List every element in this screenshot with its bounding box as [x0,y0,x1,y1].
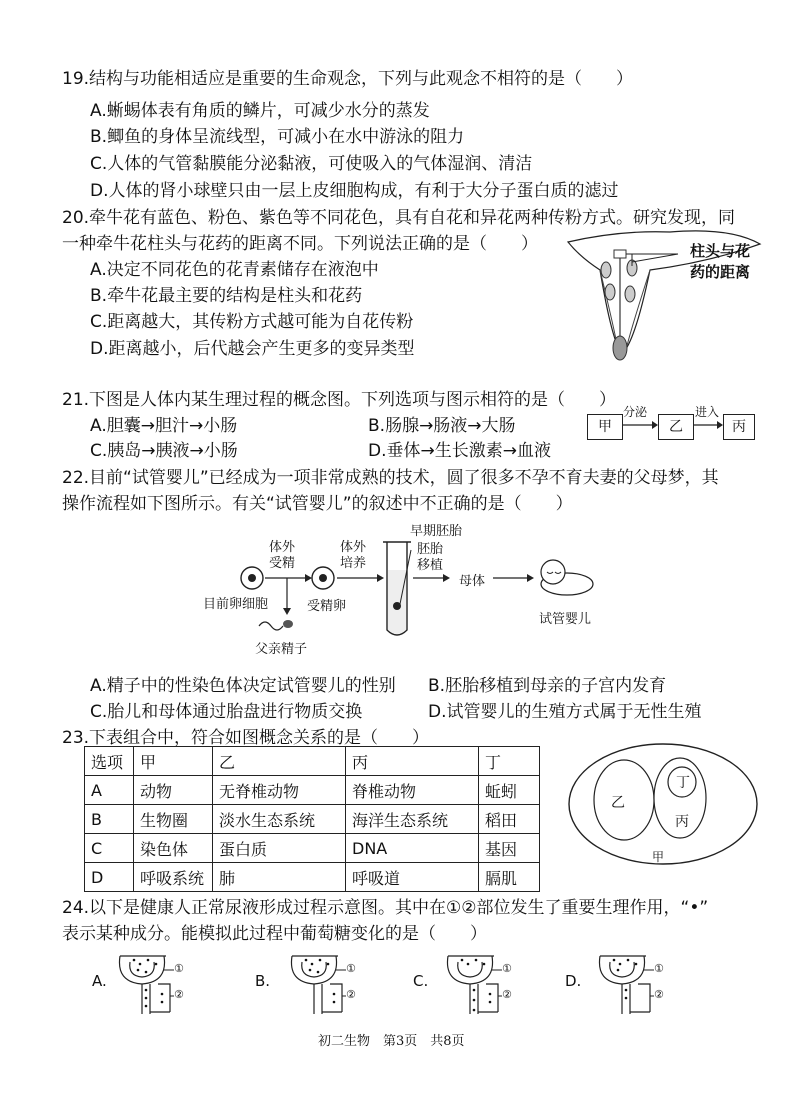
table-cell: 呼吸系统 [134,863,213,892]
table-header-row [85,747,540,776]
step2-label [340,540,366,572]
egg-nucleus [248,574,256,582]
arrow-right-icon [693,419,723,431]
q21-option-b: B.肠腺→肠液→大肠 [368,416,516,436]
marker-2: ② [654,988,664,1001]
q21-option-d: D.垂体→生长激素→血液 [368,441,551,461]
table-header-cell: 甲 [134,747,213,776]
box-bing: 丙 [723,414,755,440]
nephron-diagram-d [592,950,670,1020]
table-cell: 肺 [213,863,346,892]
flower-label-line2: 药的距离 [690,263,751,281]
sperm-tail [259,622,283,630]
q24-stem-line2: 表示某种成分。能模拟此过程中葡萄糖变化的是（ ） [62,924,487,944]
q21-option-c: C.胰岛→胰液→小肠 [90,441,238,461]
q24-option-c: C. [413,972,429,990]
flower-label-line1: 柱头与花 [690,242,751,260]
zygote-nucleus [319,574,327,582]
venn-label-bing: 丙 [675,814,689,830]
arrow-right-icon [622,419,658,431]
anther-shape [601,262,611,278]
embryo-label: 早期胚胎 [410,524,463,539]
table-cell: C [85,834,134,863]
table-cell: D [85,863,134,892]
q22-option-b: B.胚胎移植到母亲的子宫内发育 [428,676,667,696]
q20-option-d: D.距离越小，后代越会产生更多的变异类型 [90,339,415,359]
table-cell: 生物圈 [134,805,213,834]
q24-option-d: D. [565,972,582,990]
sperm-arrow-head [283,608,291,615]
sperm-label: 父亲精子 [255,642,308,657]
marker-2: ② [174,988,184,1001]
baby-label: 试管婴儿 [539,612,592,627]
table-cell: 稻田 [479,805,540,834]
box-jia: 甲 [587,414,623,440]
table-row [85,834,540,863]
venn-label-yi: 乙 [611,795,625,811]
q20-option-c: C.距离越大，其传粉方式越可能为自花传粉 [90,312,414,332]
table-cell: 蛋白质 [213,834,346,863]
q19-stem: 19.结构与功能相适应是重要的生命观念，下列与此观念不相符的是（ ） [62,69,634,89]
table-cell: A [85,776,134,805]
stigma-shape [614,250,626,258]
step3-line2: 移植 [417,558,444,573]
q22-stem-line1: 22.目前“试管婴儿”已经成为一项非常成熟的技术，圆了很多不孕不育夫妻的父母梦，其 [62,468,719,488]
q22-option-d: D.试管婴儿的生殖方式属于无性生殖 [428,702,702,722]
table-cell: 脊椎动物 [346,776,479,805]
table-row [85,776,540,805]
ovary-shape [613,336,627,360]
arrow-label-secrete: 分泌 [623,405,648,419]
table-cell: 呼吸道 [346,863,479,892]
table-row [85,863,540,892]
q19-option-a: A.蜥蜴体表有角质的鳞片，可减少水分的蒸发 [90,101,430,121]
table-header-cell: 选项 [85,747,134,776]
table-cell: 动物 [134,776,213,805]
box-yi: 乙 [658,414,694,440]
table-cell: 染色体 [134,834,213,863]
step1-line2: 受精 [269,556,296,571]
q20-option-b: B.牵牛花最主要的结构是柱头和花药 [90,286,363,306]
table-cell: 蚯蚓 [479,776,540,805]
step2-line2: 培养 [340,556,367,571]
venn-label-jia: 甲 [652,850,665,864]
table-cell: 无脊椎动物 [213,776,346,805]
arrow-head [305,574,312,582]
q24-option-b: B. [255,972,271,990]
table-cell: 膈肌 [479,863,540,892]
step3-label [417,542,443,574]
q22-option-c: C.胎儿和母体通过胎盘进行物质交换 [90,702,363,722]
q21-option-a: A.胆囊→胆汁→小肠 [90,416,238,436]
table-row [85,805,540,834]
ivf-flow-diagram [195,520,615,660]
q21-stem: 21.下图是人体内某生理过程的概念图。下列选项与图示相符的是（ ） [62,390,617,410]
marker-2: ② [346,988,356,1001]
table-cell: 基因 [479,834,540,863]
anther-shape [625,286,635,302]
q22-option-a: A.精子中的性染色体决定试管婴儿的性别 [90,676,396,696]
venn-label-ding: 丁 [676,775,690,791]
egg-label: 目前卵细胞 [203,597,269,612]
step1-label [269,540,295,572]
table-cell: DNA [346,834,479,863]
step1-line1: 体外 [269,540,296,555]
nephron-diagram-b [284,950,362,1020]
marker-2: ② [502,988,512,1001]
q24-option-a: A. [92,972,107,990]
arrow-head [443,574,450,582]
arrow-head [377,574,384,582]
arrow-label-enter: 进入 [695,405,720,419]
q22-stem-line2: 操作流程如下图所示。有关“试管婴儿”的叙述中不正确的是（ ） [62,494,573,514]
q23-stem: 23.下表组合中，符合如图概念关系的是（ ） [62,728,430,748]
marker-1: ① [174,962,184,975]
step3-line1: 胚胎 [417,542,444,557]
nephron-diagram-a [112,950,190,1020]
table-header-cell: 乙 [213,747,346,776]
marker-1: ① [654,962,664,975]
table-header-cell: 丙 [346,747,479,776]
mother-label: 母体 [459,574,486,589]
table-header-cell: 丁 [479,747,540,776]
marker-1: ① [502,962,512,975]
table-cell: B [85,805,134,834]
q19-option-d: D.人体的肾小球壁只由一层上皮细胞构成，有利于大分子蛋白质的滤过 [90,181,619,201]
table-cell: 淡水生态系统 [213,805,346,834]
q19-option-c: C.人体的气管黏膜能分泌黏液，可使吸入的气体湿润、清洁 [90,154,533,174]
sperm-head-icon [283,620,293,628]
q20-stem-line2: 一种牵牛花柱头与花药的距离不同。下列说法正确的是（ ） [62,234,538,254]
step2-line1: 体外 [340,540,367,555]
q20-stem-line1: 20.牵牛花有蓝色、粉色、紫色等不同花色，具有自花和异花两种传粉方式。研究发现，同 [62,208,736,228]
page-footer: 初二生物 第3页 共8页 [318,1034,465,1049]
marker-1: ① [346,962,356,975]
anther-shape [605,284,615,300]
q23-table [84,746,540,892]
q20-option-a: A.决定不同花色的花青素储存在液泡中 [90,260,379,280]
q19-option-b: B.鲫鱼的身体呈流线型，可减小在水中游泳的阻力 [90,127,465,147]
q24-stem-line1: 24.以下是健康人正常尿液形成过程示意图。其中在①②部位发生了重要生理作用，“•” [62,898,709,918]
arrow-head [527,574,534,582]
q21-concept-diagram [587,405,755,443]
table-cell: 海洋生态系统 [346,805,479,834]
fertilized-egg-label: 受精卵 [307,599,347,614]
nephron-diagram-c [440,950,518,1020]
